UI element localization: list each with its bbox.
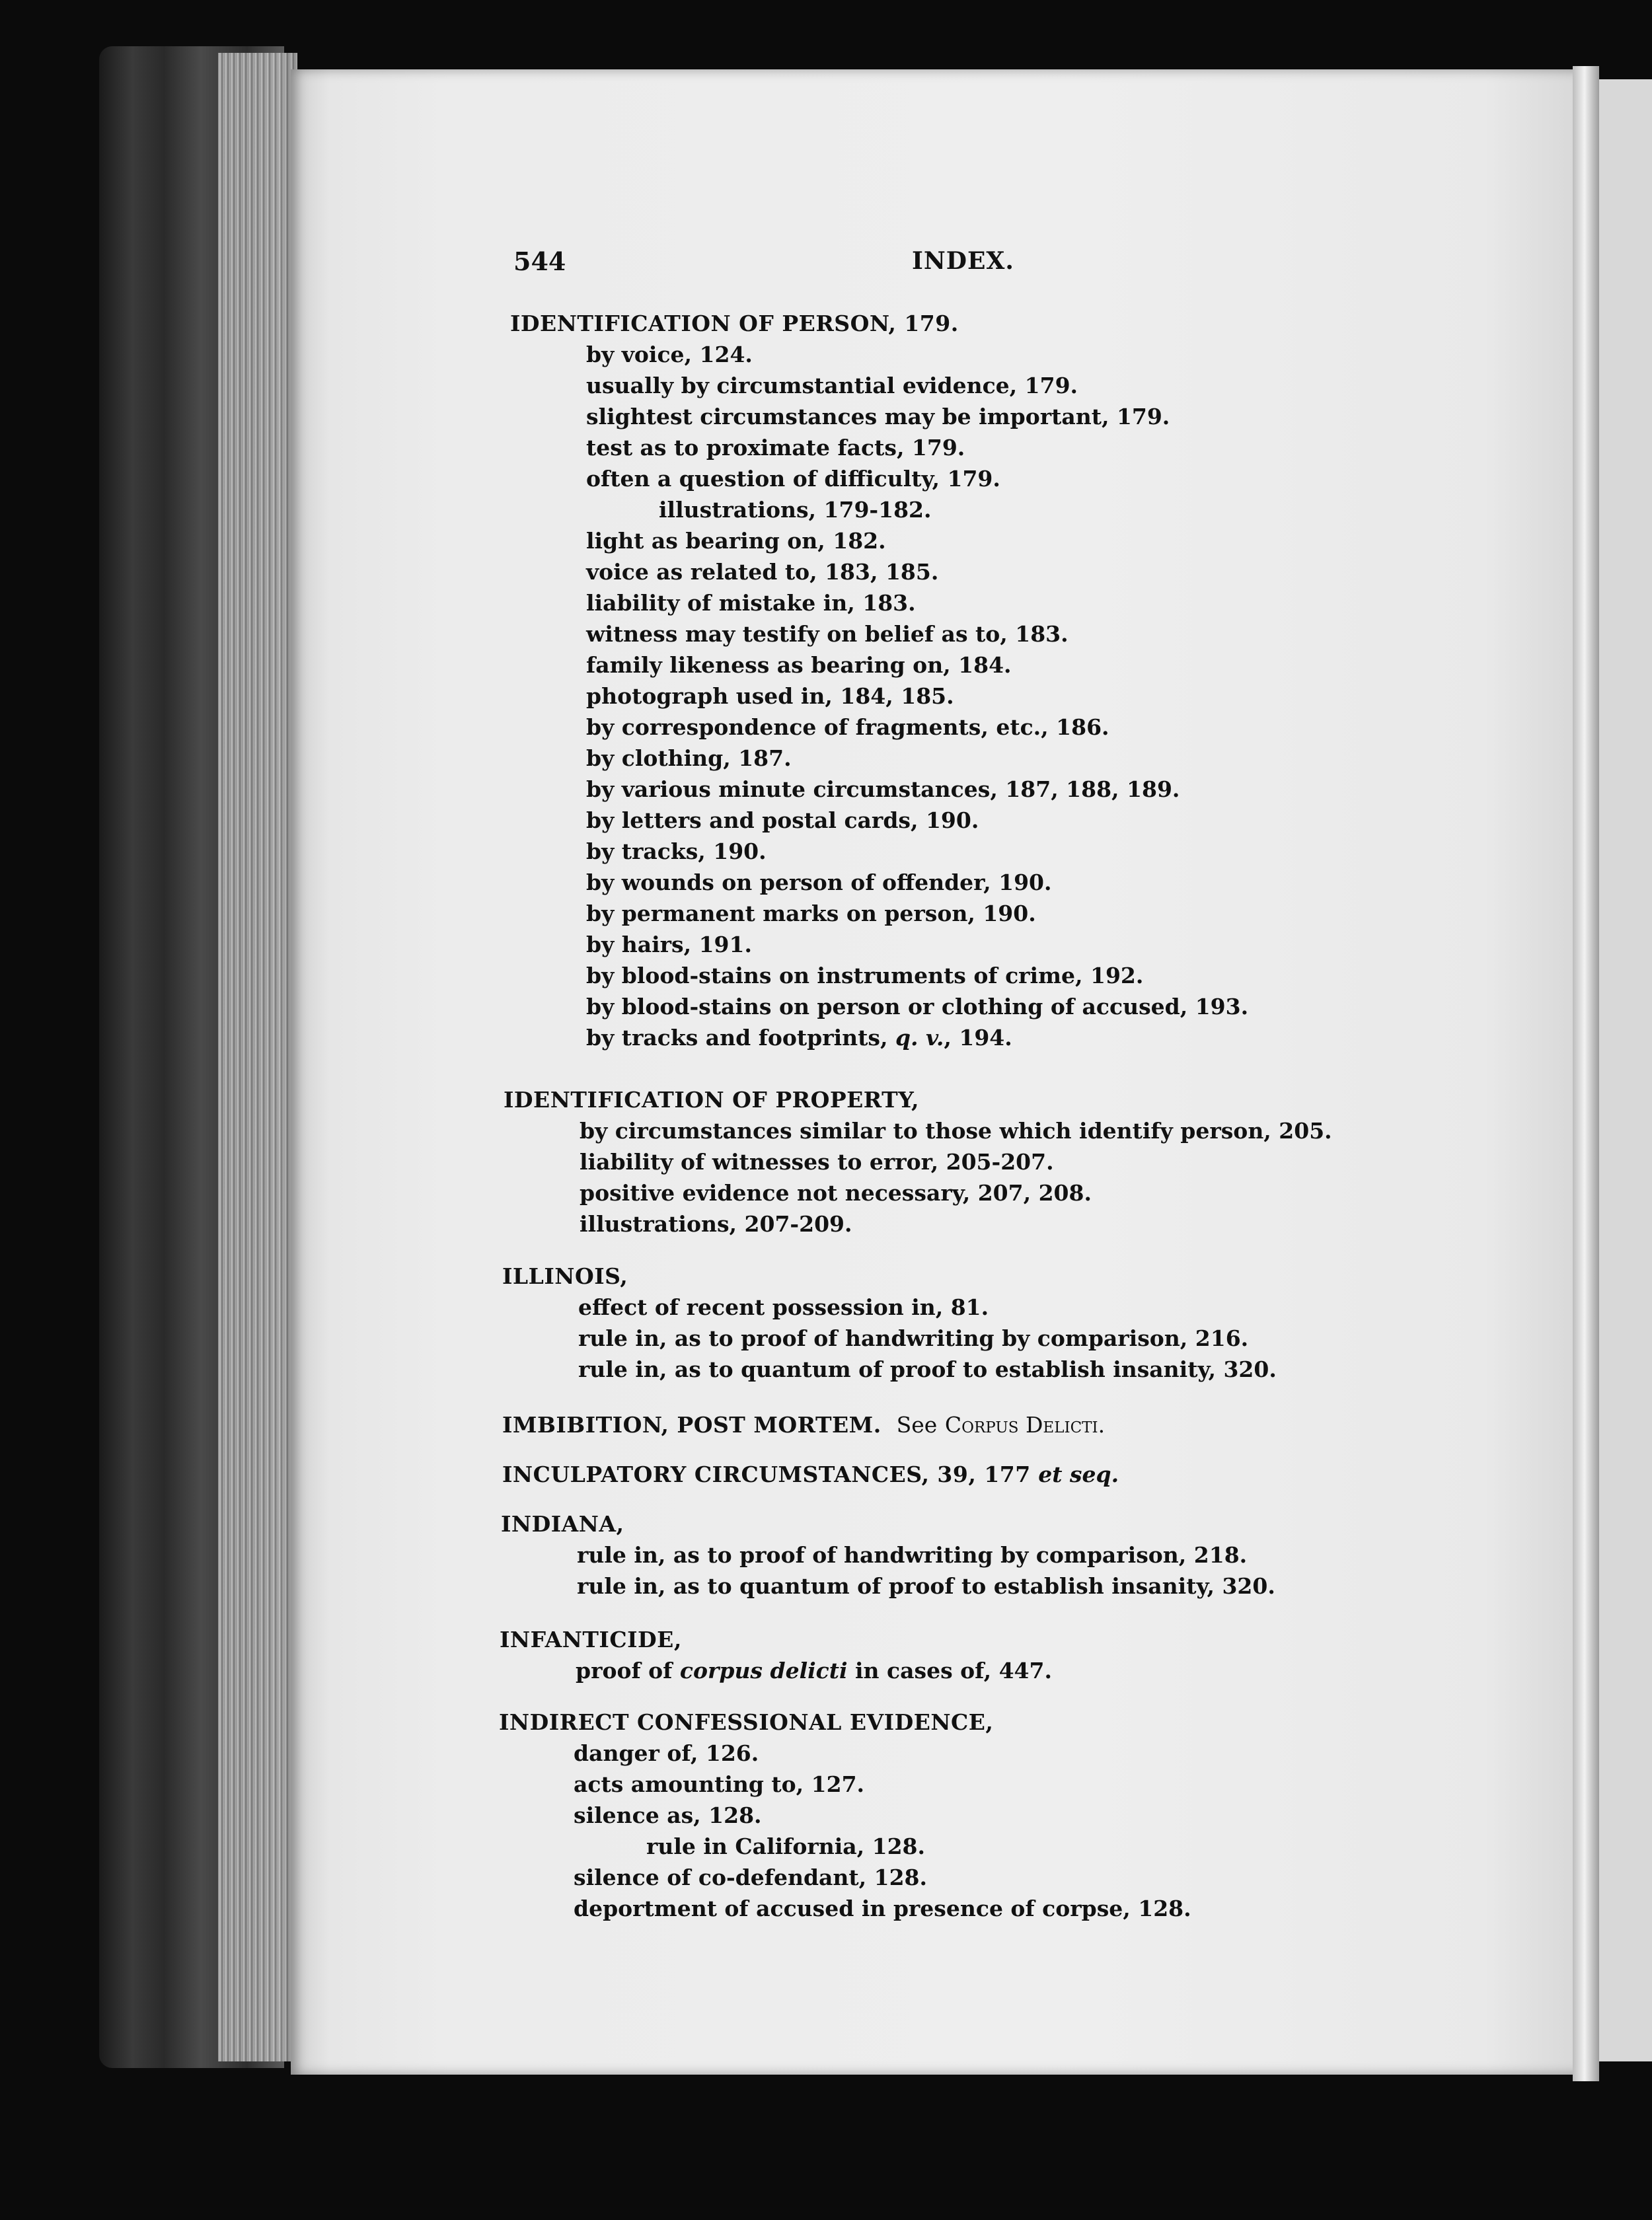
index-entry-infanticide bbox=[500, 1624, 1052, 1686]
sub-entry: by correspondence of fragments, etc., 186. bbox=[586, 714, 1109, 740]
entry-heading: IDENTIFICATION OF PROPERTY, bbox=[504, 1087, 919, 1113]
sub-entry bbox=[576, 1655, 1052, 1686]
index-entry-indirect-confessional-evidence bbox=[499, 1707, 1191, 1924]
index-entry-identification-of-person bbox=[510, 308, 1248, 1053]
entry-heading-italic: et seq. bbox=[1038, 1462, 1119, 1487]
sub-sub-entry: illustrations, 179-182. bbox=[659, 497, 932, 523]
sub-entry: by permanent marks on person, 190. bbox=[586, 901, 1036, 926]
sub-entry: rule in, as to proof of handwriting by comparison, 218. bbox=[577, 1542, 1248, 1568]
sub-entry-text: in cases of, 447. bbox=[847, 1658, 1052, 1684]
sub-entry-italic: q. v. bbox=[895, 1025, 944, 1051]
sub-entry: liability of mistake in, 183. bbox=[586, 590, 916, 616]
sub-entry: by blood-stains on person or clothing of accused, 193. bbox=[586, 994, 1249, 1019]
sub-entry: liability of witnesses to error, 205-207. bbox=[580, 1149, 1054, 1175]
sub-entry: test as to proximate facts, 179. bbox=[586, 435, 965, 461]
sub-entry: by various minute circumstances, 187, 188, 189. bbox=[586, 776, 1180, 802]
index-entry-imbibition bbox=[502, 1409, 1105, 1440]
entry-heading: INDIRECT CONFESSIONAL EVIDENCE, bbox=[499, 1709, 994, 1735]
sub-entry: silence of co-defendant, 128. bbox=[574, 1865, 928, 1890]
see-reference: Corpus Delicti. bbox=[944, 1412, 1106, 1438]
index-entry-illinois bbox=[502, 1261, 1277, 1385]
sub-sub-entry: rule in California, 128. bbox=[646, 1833, 925, 1859]
index-entry-indiana bbox=[501, 1508, 1275, 1602]
index-entry-identification-of-property bbox=[504, 1084, 1332, 1240]
sub-entry: silence as, 128. bbox=[574, 1802, 762, 1828]
sub-entry: by tracks, 190. bbox=[586, 838, 767, 864]
entry-line bbox=[502, 1409, 1105, 1440]
sub-entry: photograph used in, 184, 185. bbox=[586, 683, 954, 709]
sub-entry: by hairs, 191. bbox=[586, 932, 752, 957]
sub-entry-text: , 194. bbox=[944, 1025, 1012, 1051]
sub-entry: rule in, as to proof of handwriting by comparison, 216. bbox=[578, 1325, 1249, 1351]
index-entry-inculpatory-circumstances bbox=[502, 1459, 1119, 1490]
sub-entry: light as bearing on, 182. bbox=[586, 528, 886, 554]
sub-entry: family likeness as bearing on, 184. bbox=[586, 652, 1012, 678]
sub-entry: illustrations, 207-209. bbox=[580, 1211, 852, 1237]
entry-heading: INCULPATORY CIRCUMSTANCES, 39, 177 bbox=[502, 1462, 1031, 1487]
sub-entry: by wounds on person of offender, 190. bbox=[586, 870, 1052, 895]
sub-entry: witness may testify on belief as to, 183. bbox=[586, 621, 1069, 647]
entry-heading: INFANTICIDE, bbox=[500, 1627, 682, 1652]
sub-entry: rule in, as to quantum of proof to establish insanity, 320. bbox=[578, 1356, 1277, 1382]
sub-entry: by clothing, 187. bbox=[586, 745, 792, 771]
sub-entry: danger of, 126. bbox=[574, 1740, 759, 1766]
sub-entry bbox=[586, 1022, 1248, 1053]
sub-entry: by voice, 124. bbox=[586, 342, 753, 367]
sub-entry: usually by circumstantial evidence, 179. bbox=[586, 373, 1078, 398]
sub-entry: effect of recent possession in, 81. bbox=[578, 1294, 989, 1320]
entry-heading: IDENTIFICATION OF PERSON, 179. bbox=[510, 311, 959, 336]
see-label: See bbox=[896, 1412, 938, 1438]
sub-entry: slightest circumstances may be important, 179. bbox=[586, 404, 1170, 429]
sub-entry: deportment of accused in presence of corpse, 128. bbox=[574, 1896, 1191, 1921]
entry-heading: ILLINOIS, bbox=[502, 1263, 628, 1289]
sub-entry: positive evidence not necessary, 207, 208. bbox=[580, 1180, 1092, 1206]
page-number: 544 bbox=[513, 246, 566, 276]
sub-entry-text: proof of bbox=[576, 1658, 680, 1684]
entry-line bbox=[502, 1459, 1119, 1490]
sub-entry: rule in, as to quantum of proof to establish insanity, 320. bbox=[577, 1573, 1275, 1599]
sub-entry: often a question of difficulty, 179. bbox=[586, 466, 1000, 492]
entry-heading: INDIANA, bbox=[501, 1511, 624, 1537]
sub-entry: by letters and postal cards, 190. bbox=[586, 807, 979, 833]
entry-heading: IMBIBITION, POST MORTEM. bbox=[502, 1412, 882, 1438]
sub-entry: by blood-stains on instruments of crime, 192. bbox=[586, 963, 1144, 988]
sub-entry: acts amounting to, 127. bbox=[574, 1771, 865, 1797]
sub-entry-text: by tracks and footprints, bbox=[586, 1025, 895, 1051]
sub-entry-italic: corpus delicti bbox=[679, 1658, 848, 1684]
running-head: INDEX. bbox=[912, 247, 1014, 275]
sub-entry: voice as related to, 183, 185. bbox=[586, 559, 939, 585]
sub-entry: by circumstances similar to those which identify person, 205. bbox=[580, 1118, 1332, 1144]
